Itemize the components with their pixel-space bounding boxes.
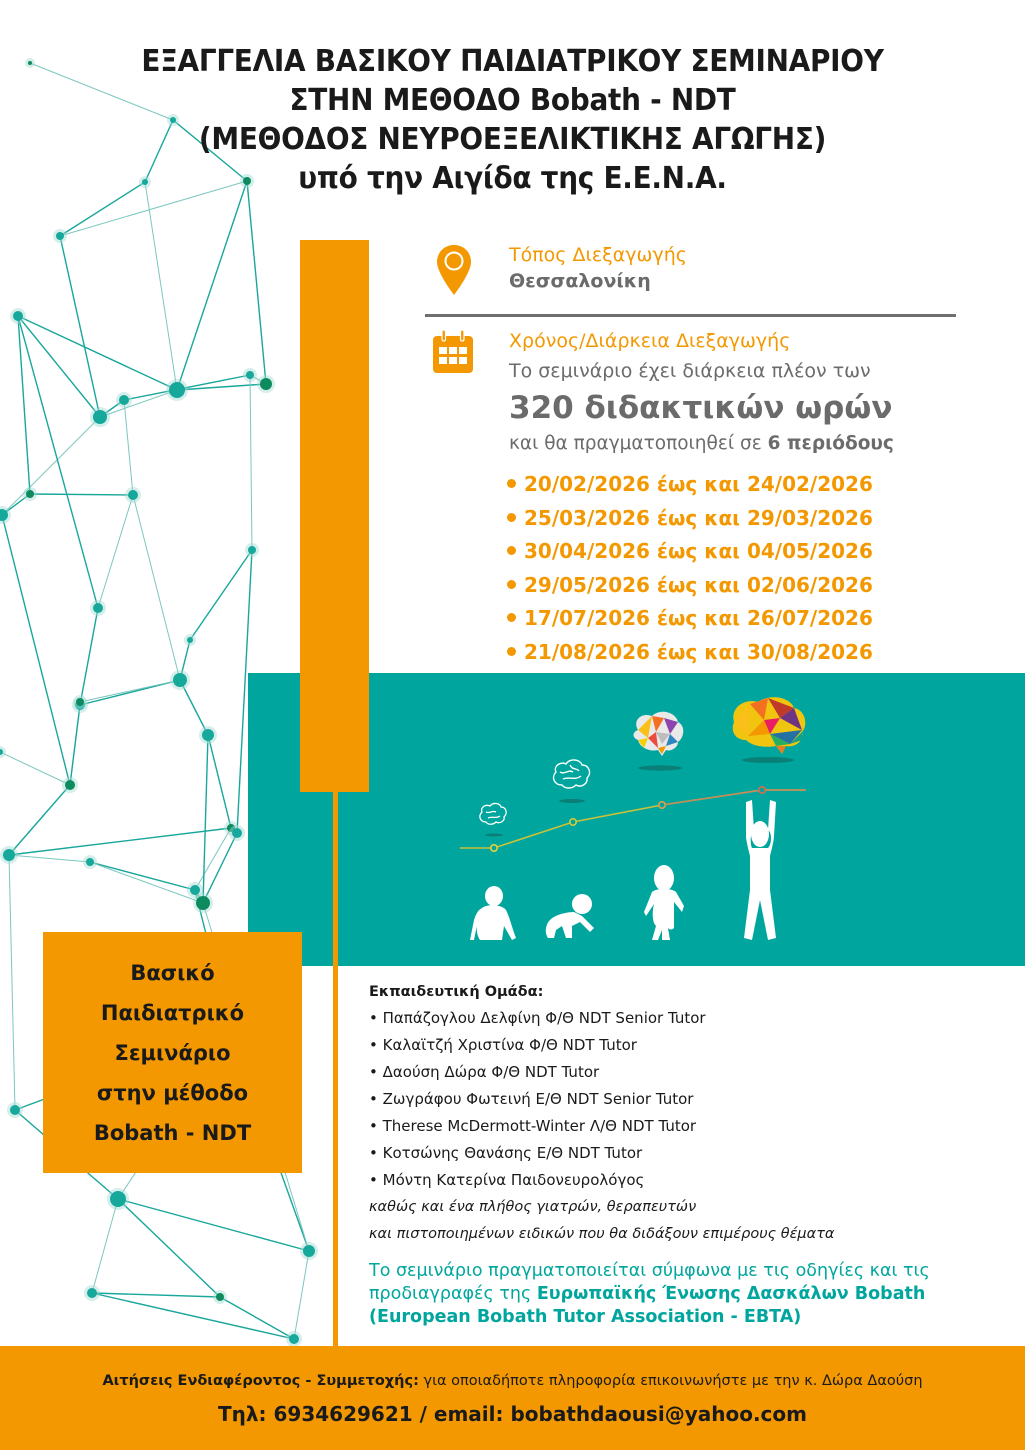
network-edge (18, 316, 30, 494)
bullet-icon (507, 647, 516, 656)
side-box-line: Σεμινάριο (114, 1040, 231, 1065)
child-cheering-silhouette-icon (744, 800, 776, 940)
network-edge (92, 1199, 118, 1293)
network-node (232, 828, 242, 838)
network-edge (250, 375, 252, 550)
network-edge (30, 494, 133, 495)
footer-contact-details[interactable]: Τηλ: 6934629621 / email: bobathdaousi@yahoo.com (218, 1402, 807, 1426)
network-edge (9, 855, 90, 862)
network-edge (2, 417, 100, 515)
date-range: 29/05/2026 έως και 02/06/2026 (524, 572, 873, 597)
date-list (507, 468, 873, 670)
title-line-3: (ΜΕΘΟΔΟΣ ΝΕΥΡΟΕΞΕΛΙΚΤΙΚΗΣ ΑΓΩΓΗΣ) (198, 122, 827, 157)
network-node (119, 395, 129, 405)
footer-application-text: για οποιαδήποτε πληροφορία επικοινωνήστε με την κ. Δώρα Δαούση (418, 1373, 923, 1389)
network-node (248, 546, 256, 554)
sitting-baby-silhouette-icon (470, 886, 516, 940)
date-item (507, 569, 873, 603)
contact-footer (0, 1346, 1025, 1450)
network-node (303, 1245, 315, 1257)
title-line-2: ΣΤΗΝ ΜΕΘΟΔΟ Bobath - NDT (289, 83, 736, 118)
network-edge (98, 495, 133, 608)
location-value: Θεσσαλονίκη (509, 270, 651, 292)
network-node (246, 371, 254, 379)
section-divider (425, 314, 956, 317)
schedule-description: Το σεμινάριο έχει διάρκεια πλέον των (509, 360, 871, 382)
network-edge (195, 828, 231, 890)
ebta-english-name: (European Bobath Tutor Association - EBTA) (369, 1307, 802, 1327)
footer-application-label: Αιτήσεις Ενδιαφέροντος - Συμμετοχής: (102, 1373, 419, 1389)
network-node (190, 885, 200, 895)
network-node (196, 896, 210, 910)
network-edge (177, 181, 247, 390)
child-development-illustration (430, 690, 830, 960)
network-node (26, 490, 34, 498)
ebta-line-1: Το σεμινάριο πραγματοποιείται σύμφωνα με τις οδηγίες και τις (369, 1261, 930, 1281)
network-node (173, 673, 187, 687)
side-box-line: Bobath - NDT (93, 1120, 252, 1145)
side-box-line: Βασικό (130, 960, 215, 985)
network-node (202, 729, 214, 741)
title-line-1: ΕΞΑΓΓΕΛΙΑ ΒΑΣΙΚΟΥ ΠΑΙΔΙΑΤΡΙΚΟΥ ΣΕΜΙΝΑΡΙΟΥ (141, 44, 884, 79)
side-box-line: Παιδιατρικό (100, 1000, 245, 1025)
network-edge (145, 182, 177, 390)
team-note-line: καθώς και ένα πλήθος γιατρών, θεραπευτών (369, 1199, 697, 1215)
orange-vertical-bar (300, 240, 369, 792)
date-range: 17/07/2026 έως και 26/07/2026 (524, 606, 873, 631)
network-edge (0, 752, 70, 785)
ebta-line-2-prefix: προδιαγραφές της (369, 1284, 537, 1304)
network-edge (203, 735, 208, 903)
network-node (13, 311, 23, 321)
network-node (76, 698, 84, 706)
date-item (507, 535, 873, 569)
crawling-baby-silhouette-icon (546, 894, 594, 938)
network-edge (92, 1293, 220, 1297)
location-label: Τόπος Διεξαγωγής (509, 244, 687, 266)
network-node (87, 1288, 97, 1298)
team-member: • Μόντη Κατερίνα Παιδονευρολόγος (369, 1167, 834, 1194)
network-edge (9, 828, 231, 855)
network-edge (190, 550, 252, 640)
network-edge (220, 1297, 294, 1339)
date-range: 30/04/2026 έως και 04/05/2026 (524, 539, 873, 564)
schedule-label: Χρόνος/Διάρκεια Διεξαγωγής (509, 330, 791, 352)
network-edge (90, 862, 203, 903)
network-edge (70, 705, 80, 785)
education-team (369, 982, 834, 1248)
brain-outline-medium-icon (554, 760, 590, 788)
network-edge (124, 400, 133, 495)
network-node (128, 490, 138, 500)
network-edge (208, 735, 231, 828)
network-node (3, 849, 15, 861)
calendar-icon (432, 330, 474, 374)
ebta-statement (369, 1260, 930, 1329)
network-edge (18, 316, 100, 417)
map-pin-icon (436, 244, 472, 296)
brain-colorful-medium-icon (634, 712, 684, 756)
date-item (507, 636, 873, 670)
network-edge (80, 608, 98, 705)
network-edge (9, 785, 70, 855)
team-member: • Παπάζογλου Δελφίνη Φ/Θ NDT Senior Tutor (369, 1005, 834, 1032)
network-edge (100, 390, 177, 417)
title-line-4: υπό την Αιγίδα της Ε.Ε.Ν.Α. (298, 161, 727, 196)
bullet-icon (507, 580, 516, 589)
bullet-icon (507, 479, 516, 488)
seminar-title-box (43, 932, 302, 1173)
network-node (65, 780, 75, 790)
network-edge (90, 862, 195, 890)
date-item (507, 602, 873, 636)
network-edge (133, 495, 180, 680)
date-item (507, 502, 873, 536)
date-range: 21/08/2026 έως και 30/08/2026 (524, 639, 873, 664)
date-range: 20/02/2026 έως και 24/02/2026 (524, 472, 873, 496)
network-edge (92, 1293, 294, 1339)
network-node (56, 232, 64, 240)
network-node (260, 378, 272, 390)
milestone-dot (570, 819, 576, 825)
network-edge (294, 1251, 309, 1339)
schedule-periods (509, 433, 894, 454)
network-edge (18, 316, 177, 390)
toddler-walking-silhouette-icon (644, 865, 684, 940)
ebta-association-name: Ευρωπαϊκής Ένωσης Δασκάλων Bobath (536, 1284, 926, 1304)
network-edge (2, 515, 70, 785)
team-member: • Ζωγράφου Φωτεινή Ε/Θ NDT Senior Tutor (369, 1086, 834, 1113)
milestone-dot (491, 845, 497, 851)
network-edge (60, 236, 100, 417)
bullet-icon (507, 513, 516, 522)
date-range: 25/03/2026 έως και 29/03/2026 (524, 505, 873, 530)
network-node (93, 410, 107, 424)
team-note-line: και πιστοποιημένων ειδικών που θα διδάξουν επιμέρους θέματα (369, 1226, 835, 1242)
milestone-dot (659, 802, 665, 808)
bullet-icon (507, 613, 516, 622)
network-node (10, 1105, 20, 1115)
network-node (187, 637, 193, 643)
page-title (0, 42, 1025, 198)
team-member: • Δαούση Δώρα Φ/Θ NDT Tutor (369, 1059, 834, 1086)
network-node (216, 1293, 224, 1301)
footer-application-note (0, 1373, 1025, 1389)
team-list (369, 1005, 834, 1194)
milestone-dot (759, 787, 765, 793)
team-member: • Καλαϊτζή Χριστίνα Φ/Θ NDT Tutor (369, 1032, 834, 1059)
team-member: • Κοτσώνης Θανάσης Ε/Θ NDT Tutor (369, 1140, 834, 1167)
ebta-line-2 (369, 1283, 930, 1306)
side-box-line: στην μέθοδο (96, 1080, 249, 1105)
brain-colorful-large-icon (733, 697, 806, 754)
schedule-hours: 320 διδακτικών ωρών (509, 390, 893, 426)
date-item (507, 468, 873, 502)
network-node (110, 1191, 126, 1207)
team-member: • Therese McDermott-Winter Λ/Θ NDT Tutor (369, 1113, 834, 1140)
periods-count: 6 περιόδους (767, 433, 894, 454)
periods-prefix: και θα πραγματοποιηθεί σε (509, 433, 768, 454)
network-node (93, 603, 103, 613)
network-edge (80, 680, 180, 702)
network-edge (247, 181, 266, 384)
ebta-line-3 (369, 1306, 930, 1329)
network-edge (118, 1199, 220, 1297)
network-node (289, 1334, 299, 1344)
network-edge (9, 855, 15, 1110)
team-title: Εκπαιδευτική Ομάδα: (369, 984, 544, 1000)
network-node (86, 858, 94, 866)
orange-vertical-line (333, 790, 338, 1346)
network-node (169, 382, 185, 398)
bullet-icon (507, 546, 516, 555)
network-edge (18, 316, 98, 608)
network-edge (118, 1199, 309, 1251)
brain-outline-small-icon (480, 803, 506, 824)
